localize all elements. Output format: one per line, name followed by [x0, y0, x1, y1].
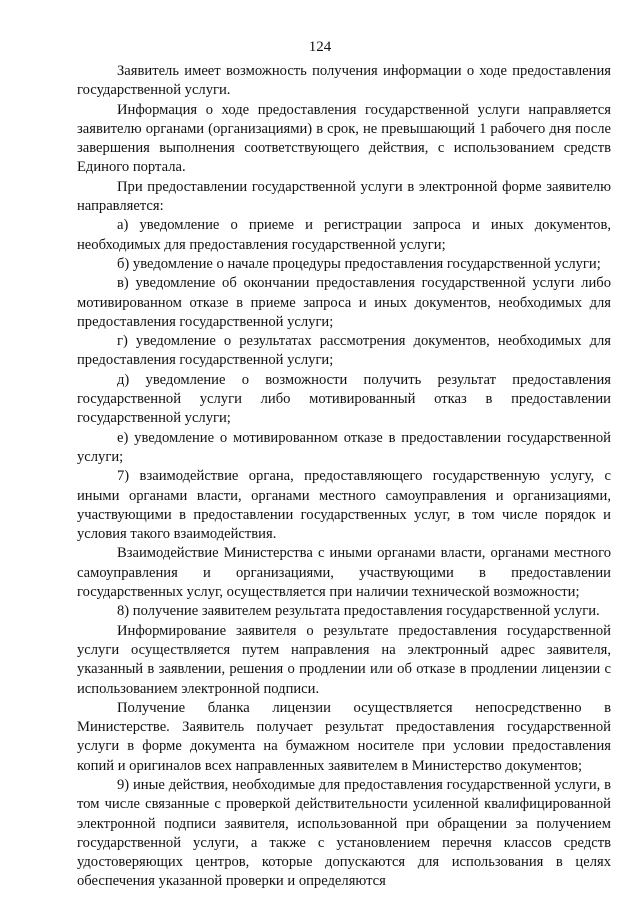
paragraph-ministry-interaction: Взаимодействие Министерства с иными органами власти, органами местного самоуправления и организациями, участвующими в предоставлении государственных услуг, осуществляется при наличии технической возможности; — [77, 545, 611, 601]
paragraph-info-possibility: Заявитель имеет возможность получения информации о ходе предоставления государственной услуги. — [77, 63, 611, 99]
item-8-result: 8) получение заявителем результата предоставления государственной услуги. — [117, 603, 600, 620]
paragraph-license-form: Получение бланка лицензии осуществляется непосредственно в Министерстве. Заявитель получает результат предоставления государственной услуги в форме документа на бумажном носителе при условии предоставления копий и оригиналов всех направленных заявителем в Министерство документов; — [77, 699, 611, 774]
document-body — [77, 62, 611, 892]
list-item-e: е) уведомление о мотивированном отказе в предоставлении государственной услуги; — [77, 429, 611, 465]
list-item-d: д) уведомление о возможности получить результат предоставления государственной услуги либо мотивированный отказ в предоставлении государственной услуги; — [77, 371, 611, 427]
paragraph-informing: Информирование заявителя о результате предоставления государственной услуги осуществляется путем направления на электронный адрес заявителя, указанный в заявлении, решения о продлении или об отказе в продлении лицензии с использованием электронной подписи. — [77, 622, 611, 697]
paragraph-info-sent: Информация о ходе предоставления государственной услуги направляется заявителю органами (организациями) в срок, не превышающий 1 рабочего дня после завершения выполнения соответствующего действия, с использованием средств Единого портала. — [77, 101, 611, 176]
list-item-b: б) уведомление о начале процедуры предоставления государственной услуги; — [117, 255, 601, 272]
list-item-v: в) уведомление об окончании предоставления государственной услуги либо мотивированном отказе в приеме запроса и иных документов, необходимых для предоставления государственной услуги; — [77, 275, 611, 330]
list-item-g: г) уведомление о результатах рассмотрения документов, необходимых для предоставления государственной услуги; — [77, 333, 611, 369]
item-9-other-actions: 9) иные действия, необходимые для предоставления государственной услуги, в том числе связанные с проверкой действительности усиленной квалифицированной электронной подписи заявителя, использованной при обращении за получением государственной услуги, а также с установлением перечня классов средств удостоверяющих центров, которые допускаются для использования в целях обеспечения указанной проверки и определяются — [77, 776, 611, 890]
page-number: 124 — [308, 39, 332, 55]
list-item-a: а) уведомление о приеме и регистрации запроса и иных документов, необходимых для предоставления государственной услуги; — [77, 217, 611, 253]
item-7-interaction: 7) взаимодействие органа, предоставляющего государственную услугу, с иными органами власти, органами местного самоуправления и организациями, участвующими в предоставлении государственных услуг, в том числе порядок и условия такого взаимодействия. — [77, 468, 611, 543]
paragraph-electronic-form: При предоставлении государственной услуги в электронной форме заявителю направляется: — [77, 178, 611, 215]
